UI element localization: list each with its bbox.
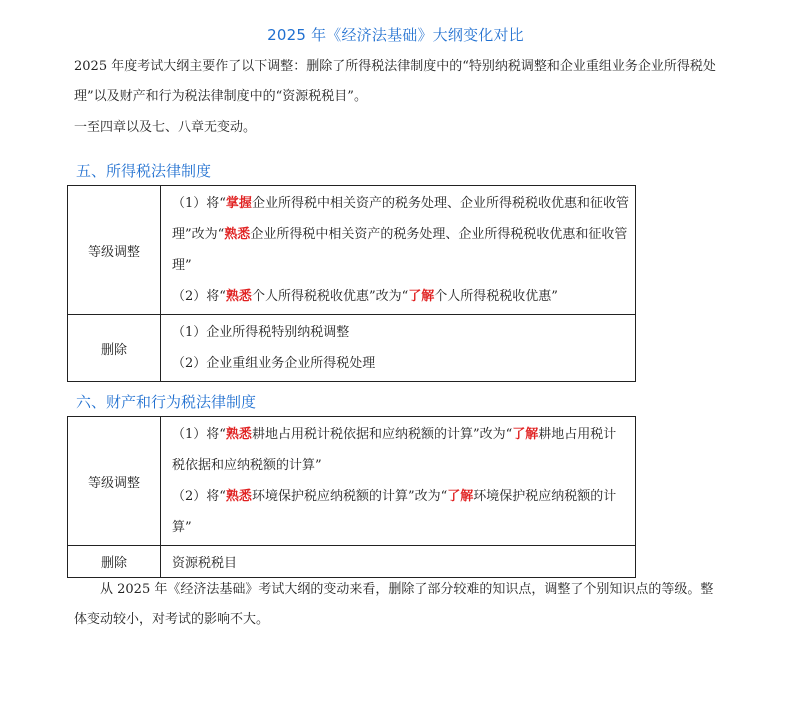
- highlight-to: 熟悉: [224, 227, 251, 242]
- section-5-table: [67, 185, 636, 382]
- delete-item: （2）企业重组业务企业所得税处理: [172, 356, 376, 371]
- highlight-from: 熟悉: [225, 489, 252, 504]
- conclusion-paragraph: 从 2025 年《经济法基础》考试大纲的变动来看，删除了部分较难的知识点，调整了个别知识点的等级。整体变动较小，对考试的影响不大。: [74, 582, 714, 627]
- adjust-item: （1）将“熟悉耕地占用税计税依据和应纳税额的计算”改为“了解耕地占用税计税依据和应纳税额的计算”: [172, 427, 617, 473]
- grade-adjust-content: [161, 417, 636, 546]
- adjust-item: （2）将“熟悉个人所得税税收优惠”改为“了解个人所得税税收优惠”: [172, 289, 558, 304]
- grade-adjust-label: 等级调整: [68, 417, 161, 546]
- highlight-from: 熟悉: [225, 289, 252, 304]
- highlight-to: 了解: [512, 427, 539, 442]
- highlight-from: 掌握: [225, 196, 252, 211]
- delete-content: 资源税税目: [161, 546, 636, 578]
- intro-paragraph: 2025 年度考试大纲主要作了以下调整：删除了所得税法律制度中的“特别纳税调整和企业重组业务企业所得税处理”以及财产和行为税法律制度中的“资源税税目”。: [74, 59, 716, 104]
- grade-adjust-label: 等级调整: [68, 186, 161, 315]
- delete-content: [161, 315, 636, 382]
- adjust-item: （1）将“掌握企业所得税中相关资产的税务处理、企业所得税税收优惠和征收管理”改为“熟悉企业所得税中相关资产的税务处理、企业所得税税收优惠和征收管理”: [172, 196, 629, 273]
- highlight-to: 了解: [408, 289, 435, 304]
- table-row: [68, 186, 636, 315]
- section-6-heading: 六、财产和行为税法律制度: [76, 393, 257, 411]
- section-5-heading: 五、所得税法律制度: [76, 162, 212, 180]
- section-6-table: [67, 416, 636, 578]
- adjust-item: （2）将“熟悉环境保护税应纳税额的计算”改为“了解环境保护税应纳税额的计算”: [172, 489, 617, 535]
- delete-label: 删除: [68, 315, 161, 382]
- delete-label: 删除: [68, 546, 161, 578]
- table-row: [68, 546, 636, 578]
- grade-adjust-content: [161, 186, 636, 315]
- highlight-to: 了解: [447, 489, 474, 504]
- table-row: [68, 417, 636, 546]
- table-row: [68, 315, 636, 382]
- delete-item: （1）企业所得税特别纳税调整: [172, 325, 350, 340]
- highlight-from: 熟悉: [225, 427, 252, 442]
- unchanged-chapters-note: 一至四章以及七、八章无变动。: [74, 120, 257, 135]
- document-title: 2025 年《经济法基础》大纲变化对比: [267, 26, 524, 44]
